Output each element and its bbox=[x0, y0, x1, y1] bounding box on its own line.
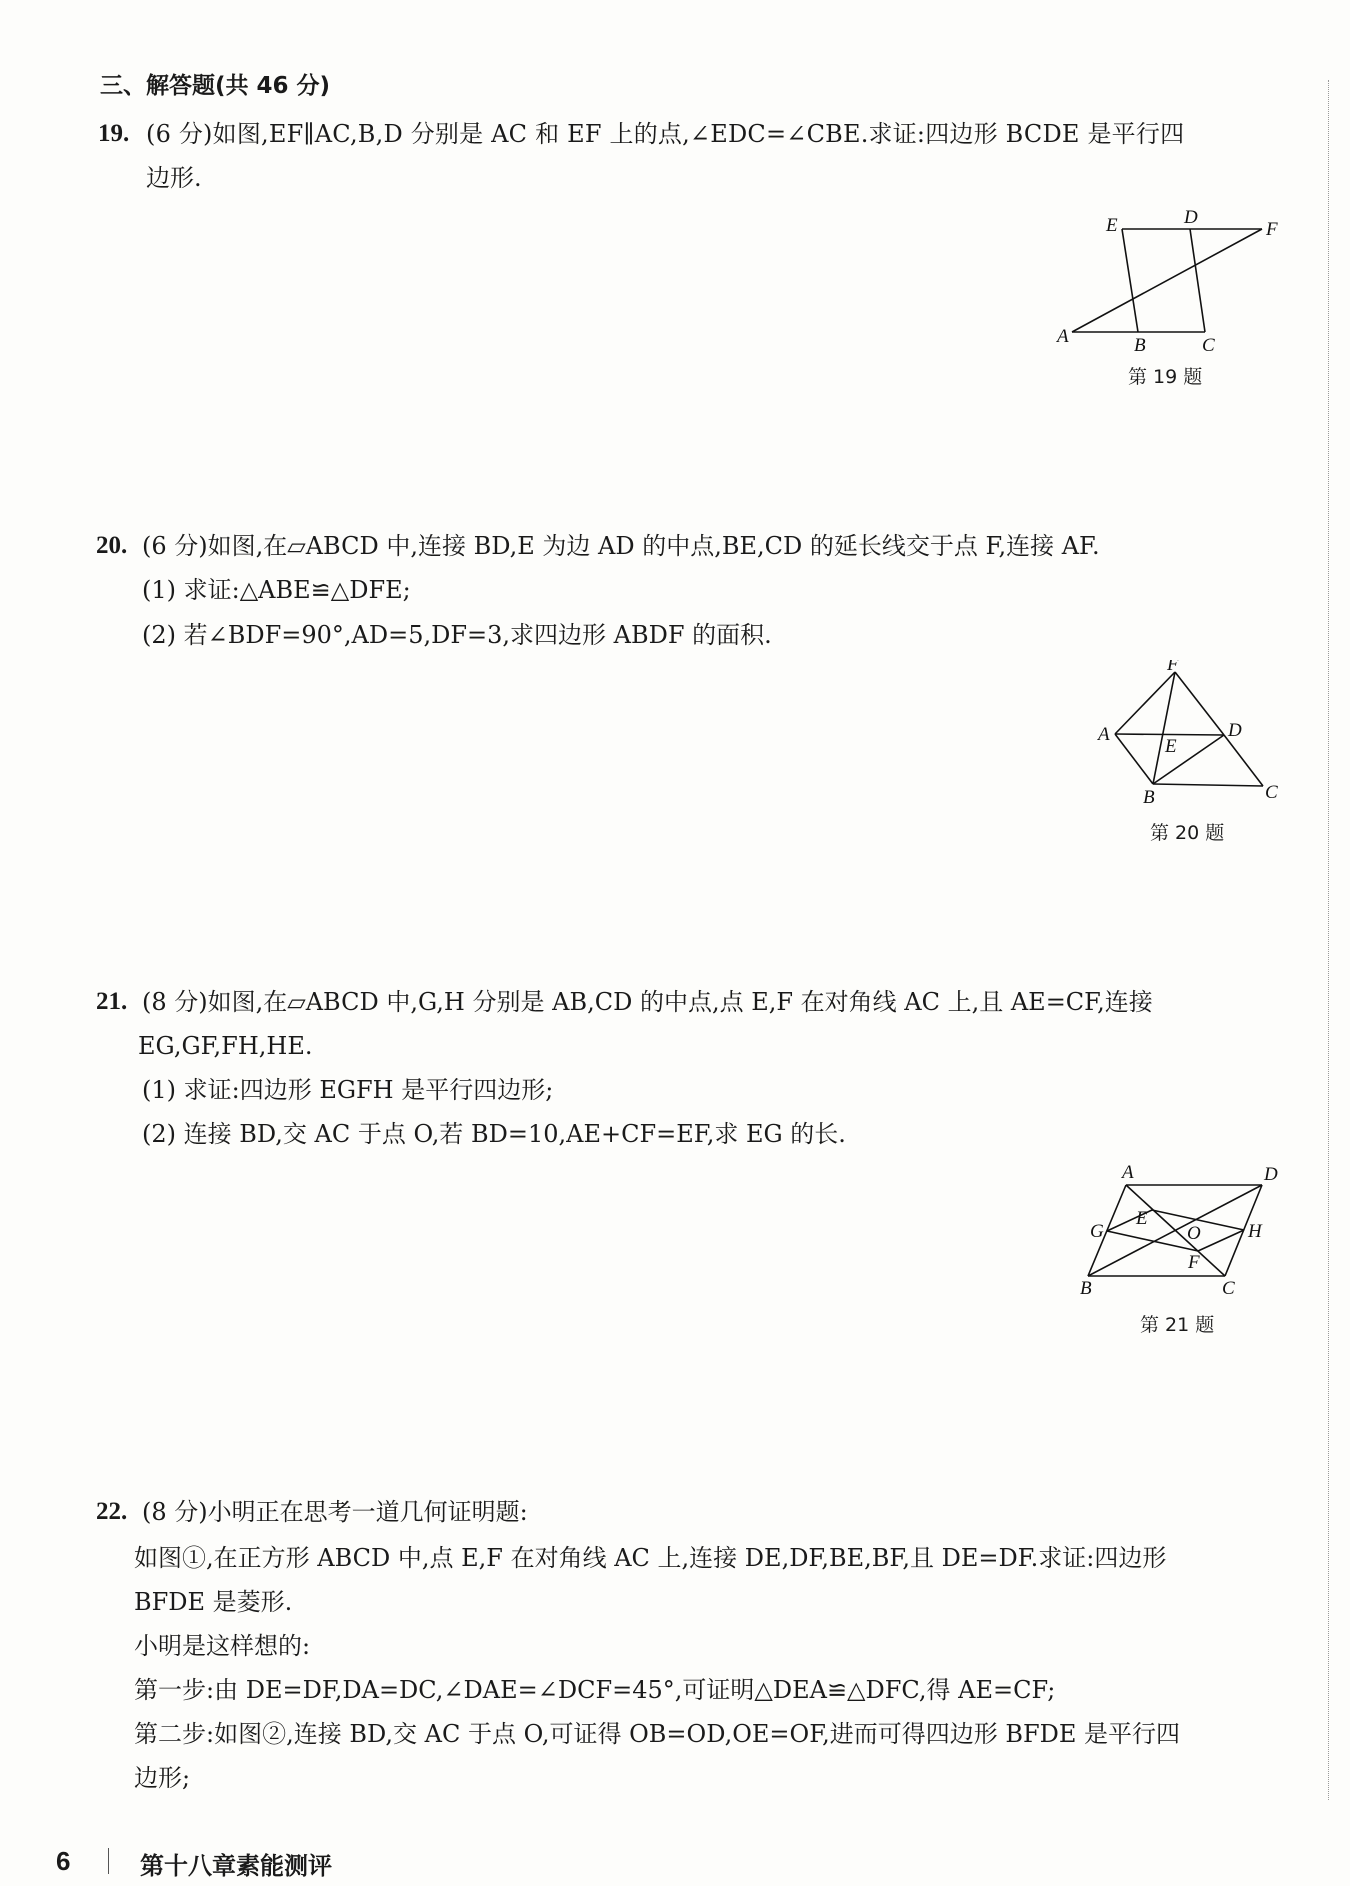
question-22-intro: 小明是这样想的: bbox=[134, 1632, 311, 1660]
question-21-part-2: (2) 连接 BD,交 AC 于点 O,若 BD=10,AE+CF=EF,求 EG 的长. bbox=[142, 1120, 846, 1148]
fig20-label-b: B bbox=[1143, 787, 1155, 808]
question-22-step-1: 第一步:由 DE=DF,DA=DC,∠DAE=∠DCF=45°,可证明△DEA≌△DFC,得 AE=CF; bbox=[134, 1676, 1056, 1704]
fig19-label-c: C bbox=[1202, 335, 1215, 355]
fig21-label-c: C bbox=[1222, 1278, 1235, 1299]
fig20-label-c: C bbox=[1265, 782, 1278, 803]
fig21-label-a: A bbox=[1122, 1162, 1134, 1183]
page-number: 6 bbox=[56, 1846, 71, 1876]
fig21-label-d: D bbox=[1264, 1164, 1278, 1185]
question-20-text: (6 分)如图,在▱ABCD 中,连接 BD,E 为边 AD 的中点,BE,CD 的延长线交于点 F,连接 AF. bbox=[142, 532, 1100, 560]
question-22-problem-cont: BFDE 是菱形. bbox=[134, 1588, 293, 1616]
question-22-text: (8 分)小明正在思考一道几何证明题: bbox=[142, 1498, 528, 1526]
footer-divider bbox=[108, 1848, 109, 1874]
figure-19-caption: 第 19 题 bbox=[1128, 366, 1203, 388]
fig19-label-d: D bbox=[1184, 207, 1198, 228]
question-21-text: (8 分)如图,在▱ABCD 中,G,H 分别是 AB,CD 的中点,点 E,F 在对角线 AC 上,且 AE=CF,连接 bbox=[142, 988, 1153, 1016]
chapter-title: 第十八章素能测评 bbox=[140, 1852, 332, 1880]
figure-21-caption: 第 21 题 bbox=[1140, 1314, 1215, 1336]
fig21-label-g: G bbox=[1090, 1221, 1104, 1242]
fig21-label-h: H bbox=[1248, 1221, 1262, 1242]
question-20-part-1: (1) 求证:△ABE≌△DFE; bbox=[142, 576, 411, 604]
question-19-text-cont: 边形. bbox=[146, 164, 202, 192]
section-title: 三、解答题(共 46 分) bbox=[100, 73, 331, 99]
figure-20 bbox=[1095, 660, 1285, 810]
page-fold-edge bbox=[1328, 80, 1329, 1800]
question-21-number: 21. bbox=[96, 988, 128, 1015]
fig20-label-a: A bbox=[1098, 724, 1110, 745]
fig21-label-o: O bbox=[1187, 1223, 1201, 1244]
fig20-label-e: E bbox=[1165, 736, 1177, 757]
question-22-step-2: 第二步:如图②,连接 BD,交 AC 于点 O,可证得 OB=OD,OE=OF,进而可得四边形 BFDE 是平行四 bbox=[134, 1720, 1181, 1748]
fig20-label-d: D bbox=[1228, 720, 1242, 741]
fig19-label-f: F bbox=[1266, 219, 1278, 240]
fig19-label-a: A bbox=[1057, 326, 1069, 347]
question-21-part-1: (1) 求证:四边形 EGFH 是平行四边形; bbox=[142, 1076, 554, 1104]
question-19-number: 19. bbox=[98, 120, 130, 147]
question-22-problem: 如图①,在正方形 ABCD 中,点 E,F 在对角线 AC 上,连接 DE,DF,BE,BF,且 DE=DF.求证:四边形 bbox=[134, 1544, 1167, 1572]
question-22-number: 22. bbox=[96, 1498, 128, 1525]
fig20-label-f: F bbox=[1167, 660, 1179, 675]
fig21-label-b: B bbox=[1080, 1278, 1092, 1299]
fig21-label-e: E bbox=[1136, 1208, 1148, 1229]
figure-19 bbox=[1050, 205, 1280, 355]
question-20-number: 20. bbox=[96, 532, 128, 559]
fig19-label-b: B bbox=[1134, 335, 1146, 355]
question-20-part-2: (2) 若∠BDF=90°,AD=5,DF=3,求四边形 ABDF 的面积. bbox=[142, 621, 772, 649]
fig19-label-e: E bbox=[1106, 215, 1118, 236]
figure-21 bbox=[1070, 1160, 1290, 1300]
figure-20-caption: 第 20 题 bbox=[1150, 822, 1225, 844]
question-22-step-2-cont: 边形; bbox=[134, 1764, 191, 1792]
fig21-label-f: F bbox=[1188, 1252, 1200, 1273]
question-19-text: (6 分)如图,EF∥AC,B,D 分别是 AC 和 EF 上的点,∠EDC=∠CBE.求证:四边形 BCDE 是平行四 bbox=[146, 120, 1185, 148]
question-21-text-cont: EG,GF,FH,HE. bbox=[138, 1032, 313, 1060]
